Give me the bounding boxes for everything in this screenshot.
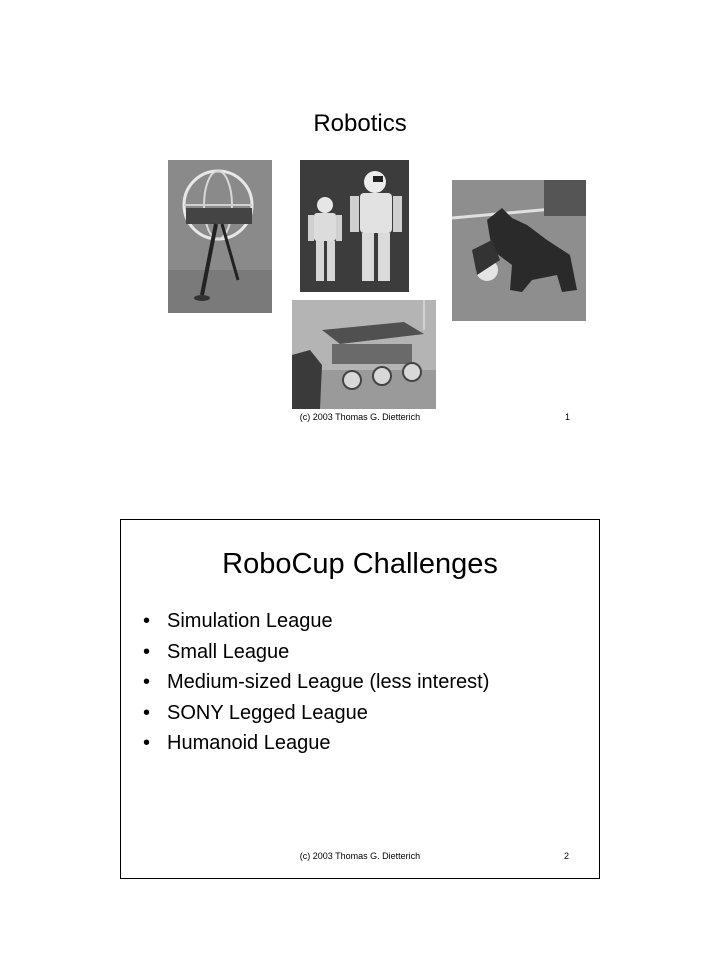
bullet-icon: • [143,640,151,663]
slide-title: Robotics [313,110,407,137]
bullet-item: • Medium-sized League (less interest) [143,667,489,698]
slide-1 [120,60,600,420]
bullet-icon: • [143,671,151,694]
bullet-icon: • [143,610,151,632]
bullet-icon: • [143,701,151,724]
robot-dogs-photo [452,180,586,321]
bullet-item: • Simulation League [143,606,489,637]
slide-page-number: 1 [564,412,570,422]
bullet-item: • SONY Legged League [143,698,489,729]
bullet-item: • Humanoid League [143,728,489,759]
bullet-item: • Small League [143,637,489,668]
humanoid-robots-photo [300,160,409,292]
gyroscopic-robot-photo [168,160,272,313]
bullet-icon: • [143,732,151,755]
bullet-list [143,606,489,759]
mars-rover-photo [292,300,436,409]
slide-title: RoboCup Challenges [222,548,498,580]
slide-footer-credit: (c) 2003 Thomas G. Dietterich [299,412,421,422]
slide-page-number: 2 [563,851,569,861]
slide-2 [120,519,600,879]
slide-footer-credit: (c) 2003 Thomas G. Dietterich [299,851,421,861]
